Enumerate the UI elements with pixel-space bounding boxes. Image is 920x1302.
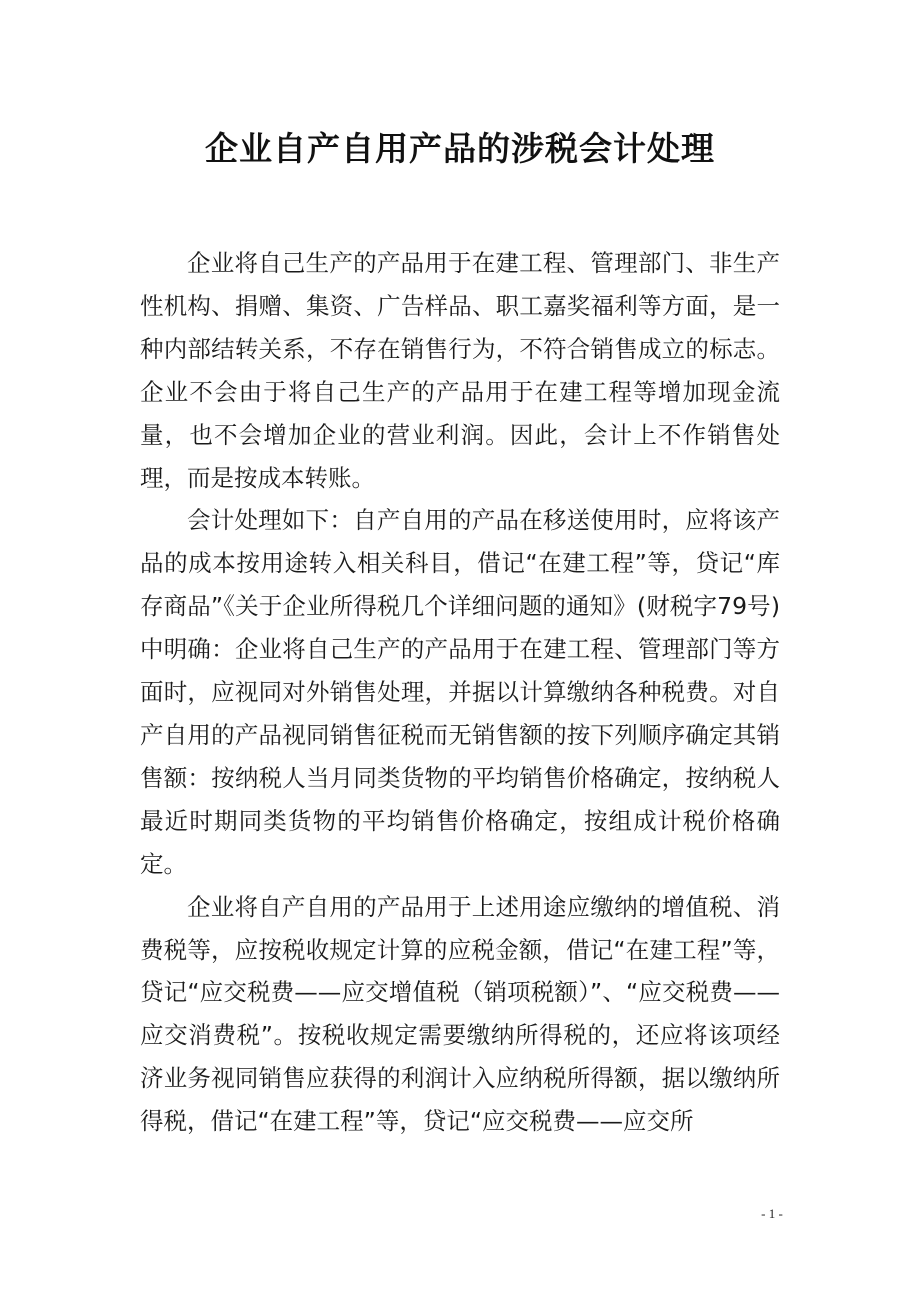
paragraph-2: 会计处理如下：自产自用的产品在移送使用时，应将该产品的成本按用途转入相关科目，借记“在建工程”等，贷记“库存商品”《关于企业所得税几个详细问题的通知》(财税字79号)中明确：企业将自己生产的产品用于在建工程、管理部门等方面时，应视同对外销售处理，并据以计算缴纳各种税费。对自产自用的产品视同销售征税而无销售额的按下列顺序确定其销售额：按纳税人当月同类货物的平均销售价格确定，按纳税人最近时期同类货物的平均销售价格确定，按组成计税价格确定。 [140, 506, 780, 878]
page-number: - 1 - [761, 1206, 783, 1221]
document-title: 企业自产自用产品的涉税会计处理 [205, 129, 715, 168]
paragraph-1: 企业将自己生产的产品用于在建工程、管理部门、非生产性机构、捐赠、集资、广告样品、职工嘉奖福利等方面，是一种内部结转关系，不存在销售行为，不符合销售成立的标志。企业不会由于将自己生产的产品用于在建工程等增加现金流量，也不会增加企业的营业利润。因此，会计上不作销售处理，而是按成本转账。 [140, 249, 780, 492]
paragraph-3: 企业将自产自用的产品用于上述用途应缴纳的增值税、消费税等，应按税收规定计算的应税金额，借记“在建工程”等，贷记“应交税费——应交增值税（销项税额）”、“应交税费——应交消费税”。按税收规定需要缴纳所得税的，还应将该项经济业务视同销售应获得的利润计入应纳税所得额，据以缴纳所得税，借记“在建工程”等，贷记“应交税费——应交所 [140, 892, 780, 1136]
document-body [140, 242, 780, 1143]
